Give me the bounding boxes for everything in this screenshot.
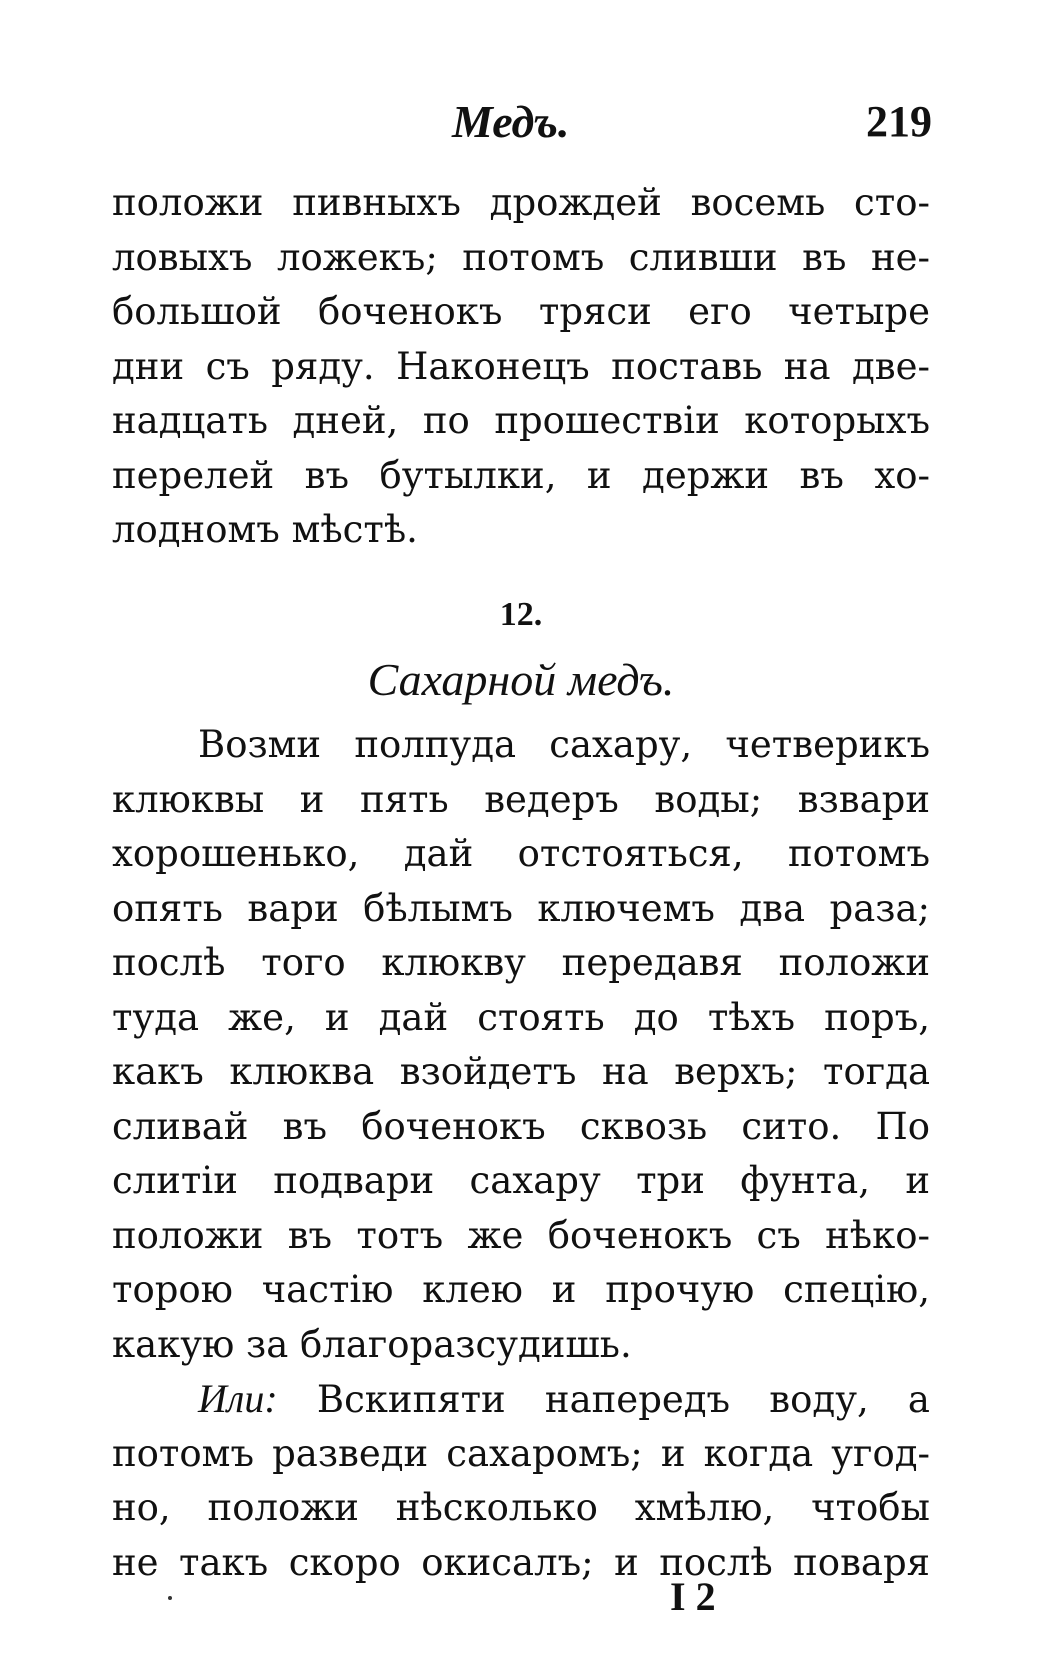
alternative-lead-word: Или: — [198, 1376, 278, 1421]
section-number: 12. — [499, 596, 543, 633]
text-line: туда же, и дай стоять до тѣхъ поръ, — [112, 995, 930, 1039]
text-line: перелей въ бутылки, и держи въ хо- — [112, 453, 930, 497]
running-head — [112, 92, 932, 152]
text-line: положи въ тотъ же боченокъ съ нѣко- — [112, 1213, 930, 1257]
print-speck — [168, 1596, 172, 1600]
text-line: Возми полпуда сахару, четверикъ — [198, 723, 930, 766]
text-line: сливай въ боченокъ сквозь сито. По — [112, 1104, 930, 1148]
alternative-recipe-line — [112, 1372, 930, 1427]
text-line: слитіи подвари сахару три фунта, и — [112, 1159, 930, 1202]
text-line: большой боченокъ тряси его четыре — [112, 290, 930, 333]
text-line: не такъ скоро окисалъ; и послѣ поваря — [112, 1540, 930, 1584]
text-line: потомъ разведи сахаромъ; и когда угод- — [112, 1431, 930, 1475]
text-line: ловыхъ ложекъ; потомъ сливши въ не- — [112, 235, 930, 279]
section-title: Сахарной медъ. — [367, 654, 675, 705]
recipe-body — [112, 718, 930, 1590]
page-number: 219 — [866, 97, 932, 146]
text-line: хорошенько, дай отстояться, потомъ — [112, 832, 930, 875]
text-line: какъ клюква взойдетъ на верхъ; тогда — [112, 1050, 930, 1093]
text-line: послѣ того клюкву передавя положи — [112, 941, 930, 984]
text-line: дни съ ряду. Наконецъ поставь на две- — [112, 344, 930, 388]
paragraph-continuation — [112, 176, 930, 558]
text-fragment: Вскипяти напередъ воду, а — [316, 1378, 930, 1421]
text-line: какую за благоразсудишь. — [112, 1322, 632, 1366]
text-line: надцать дней, по прошествіи которыхъ — [112, 399, 930, 442]
text-line: положи пивныхъ дрождей восемь сто- — [112, 181, 930, 224]
text-line: опять вари бѣлымъ ключемъ два раза; — [112, 886, 930, 930]
printer-signature-mark: I 2 — [670, 1574, 716, 1619]
text-line: лодномъ мѣстѣ. — [112, 508, 418, 551]
text-line: торою частію клею и прочую спецію, — [112, 1268, 930, 1311]
running-title: Медъ. — [452, 96, 570, 147]
text-line: но, положи нѣсколько хмѣлю, чтобы — [112, 1486, 930, 1529]
text-line: клюквы и пять ведеръ воды; взвари — [112, 777, 930, 821]
